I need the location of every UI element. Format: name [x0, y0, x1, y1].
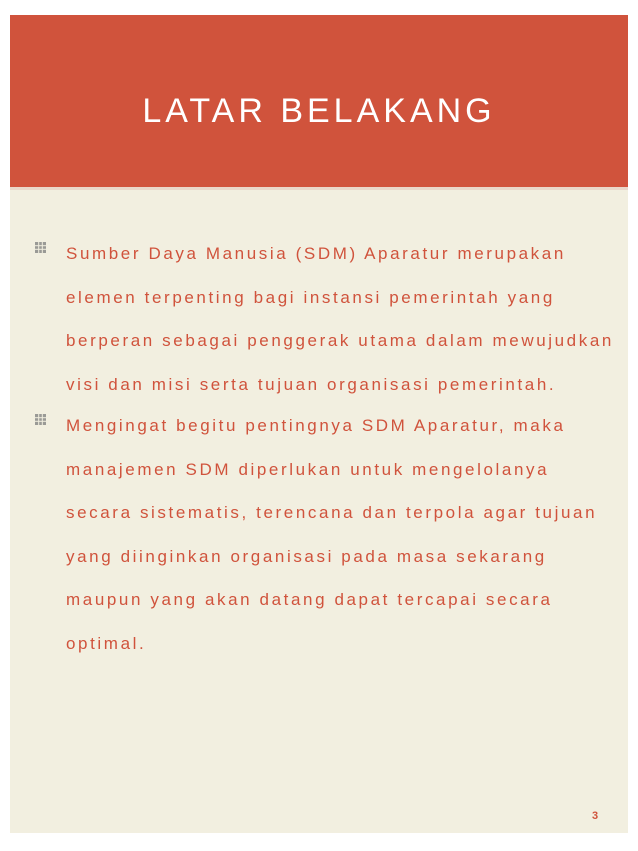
square-bullet-icon	[35, 414, 46, 425]
page-number: 3	[592, 810, 599, 822]
bullet-item	[28, 232, 618, 406]
slide	[10, 15, 628, 833]
square-bullet-icon	[35, 242, 46, 253]
bullet-list	[28, 240, 618, 665]
bullet-text: Mengingat begitu pentingnya SDM Aparatur, maka manajemen SDM diperlukan untuk mengelolanya secara sistematis, terencana dan terpola agar tujuan yang diinginkan organisasi pada masa sekarang maupun yang akan datang dapat tercapai secara optimal.	[66, 416, 598, 653]
bullet-item	[28, 404, 618, 665]
title-band	[10, 15, 628, 187]
bullet-text: Sumber Daya Manusia (SDM) Aparatur merupakan elemen terpenting bagi instansi pemerintah yang berperan sebagai penggerak utama dalam mewujudkan visi dan misi serta tujuan organisasi pemerintah.	[66, 244, 614, 394]
slide-title: LATAR BELAKANG	[142, 92, 496, 130]
title-divider	[10, 187, 628, 190]
